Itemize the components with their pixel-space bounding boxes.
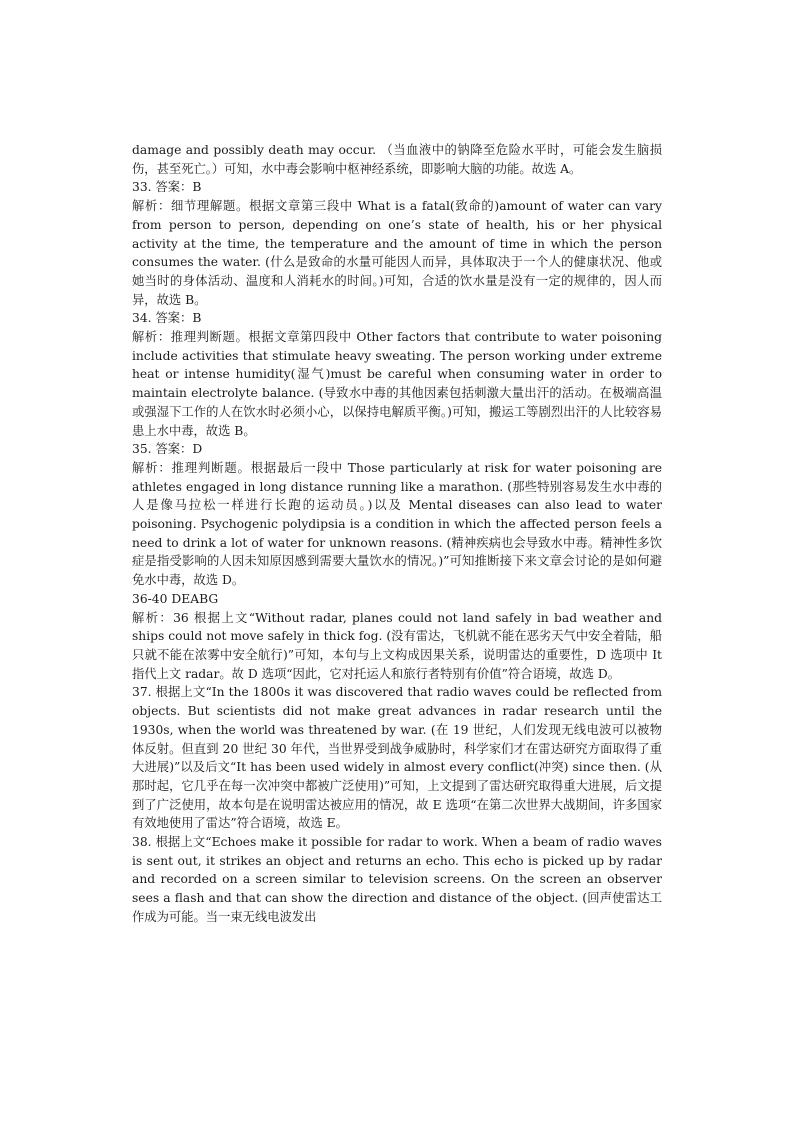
analysis-33: 解析：细节理解题。根据文章第三段中 What is a fatal(致命的)amount of water can vary from person to person, depending on one’s state of health, his or her physical activity at the time, the temperature and the amount of time in which the person consumes the water. (什么是致命的水量可能因人而异，具体取决于一个人的健康状况、他或她当时的身体活动、温度和人消耗水的时间。)可知，合适的饮水量是没有一定的规律的，因人而异，故选 B。 — [132, 199, 662, 307]
answer-34: 34. 答案：B — [132, 311, 202, 326]
analysis-36: 解析：36 根据上文“Without radar, planes could not land safely in bad weather and ships could not move safely in thick fog. (没有雷达，飞机就不能在恶劣天气中安全着陆，船只就不能在浓雾中安全航行)”可知，本句与上文构成因果关系，说明雷达的重要性，D 选项中 It 指代上文 radar。故 D 选项“因此，它对托运人和旅行者特别有价值”符合语境，故选 D。 — [132, 610, 662, 681]
answer-35: 35. 答案：D — [132, 442, 203, 457]
analysis-34: 解析：推理判断题。根据文章第四段中 Other factors that contribute to water poisoning include activities that stimulate heavy sweating. The person working under extreme heat or intense humidity(湿气)must be careful when consuming water in order to maintain electrolyte balance. (导致水中毒的其他因素包括刺激大量出汗的活动。在极端高温或强湿下工作的人在饮水时必须小心，以保持电解质平衡。)可知，搬运工等剧烈出汗的人比较容易患上水中毒，故选 B。 — [132, 330, 662, 438]
answer-36-40: 36-40 DEABG — [132, 591, 219, 606]
paragraph-intro: damage and possibly death may occur. （当血液中的钠降至危险水平时，可能会发生脑损伤，甚至死亡。）可知，水中毒会影响中枢神经系统，即影响大脑的功能。故选 A。 — [132, 143, 662, 176]
analysis-38: 38. 根据上文“Echoes make it possible for radar to work. When a beam of radio waves is sent out, it strikes an object and returns an echo. This echo is picked up by radar and recorded on a screen similar to television screens. On the screen an observer sees a flash and that can show the direction and distance of the object. (回声使雷达工作成为可能。当一束无线电波发出 — [132, 835, 662, 924]
analysis-37: 37. 根据上文“In the 1800s it was discovered that radio waves could be reflected from objects. But scientists did not make great advances in radar research until the 1930s, when the world was threatened by war. (在 19 世纪，人们发现无线电波可以被物体反射。但直到 20 世纪 30 年代，当世界受到战争威胁时，科学家们才在雷达研究方面取得了重大进展)”以及后文“It has been used widely in almost every conflict(冲突) since then. (从那时起，它几乎在每一次冲突中都被广泛使用)”可知，上文提到了雷达研究取得重大进展，后文提到了广泛使用，故本句是在说明雷达被应用的情况，故 E 选项“在第二次世界大战期间，许多国家有效地使用了雷达”符合语境，故选 E。 — [132, 685, 662, 831]
answer-33: 33. 答案：B — [132, 180, 202, 195]
analysis-35: 解析：推理判断题。根据最后一段中 Those particularly at risk for water poisoning are athletes engaged in long distance running like a marathon. (那些特别容易发生水中毒的人是像马拉松一样进行长跑的运动员。)以及 Mental diseases can also lead to water poisoning. Psychogenic polydipsia is a condition in which the affected person feels a need to drink a lot of water for unknown reasons. (精神疾病也会导致水中毒。精神性多饮症是指受影响的人因未知原因感到需要大量饮水的情况。)”可知推断接下来文章会讨论的是如何避免水中毒，故选 D。 — [132, 460, 662, 588]
document-page — [132, 141, 662, 927]
